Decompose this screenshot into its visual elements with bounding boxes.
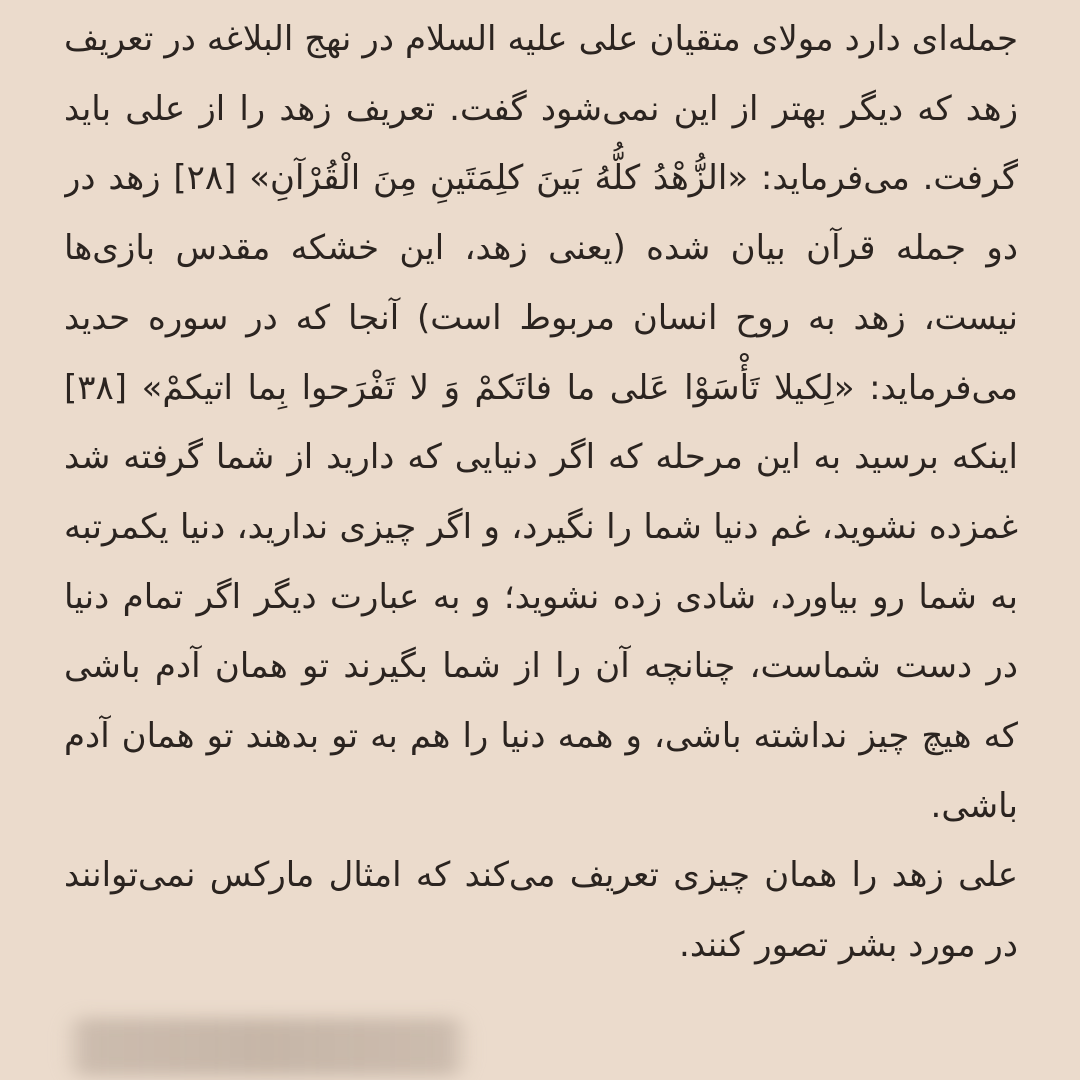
paragraph-text-part3: اینکه برسید به این مرحله که اگر دنیایی که دارید از شما گرفته شد غمزده نشوید، غم دنیا شما را نگیرد، و اگر چیزی ندارید، دنیا یکمرتبه به شما رو بیاورد، شادی زده نشوید؛ و به عبارت دیگر اگر تمام دنیا در دست شماست، چنانچه آن را از شما بگیرند تو همان آدم باشی که هیچ چیز نداشته باشی، و همه دنیا را هم به تو بدهند تو همان آدم باشی. (64, 437, 1018, 826)
paragraph-zuhd-definition (64, 0, 1018, 841)
footnote-ref-38[interactable]: [۳۸] (64, 367, 128, 408)
paragraph-marx-comparison: علی زهد را همان چیزی تعریف می‌کند که امثال مارکس نمی‌توانند در مورد بشر تصور کنند. (64, 855, 1018, 966)
paragraph-text-part1: جمله‌ای دارد مولای متقیان علی علیه السلام در نهج البلاغه در تعریف زهد که دیگر بهتر از این نمی‌شود گفت. تعریف زهد را از علی باید گرفت. می‌فرماید: «الزُّهْدُ کلُّهُ بَینَ کلِمَتَینِ مِنَ الْقُرْآنِ» (64, 19, 1018, 199)
paragraph-text-part2: زهد در دو جمله قرآن بیان شده (یعنی زهد، این خشکه مقدس بازی‌ها نیست، زهد به روح انسان مربوط است) آنجا که در سوره حدید می‌فرماید: «لِکیلا تَأْسَوْا عَلی ما فاتَکمْ وَ لا تَفْرَحوا بِما اتیکمْ» (64, 158, 1018, 408)
reading-pane (64, 0, 1018, 1080)
footnote-ref-28[interactable]: [۲۸] (173, 158, 237, 199)
blurred-watermark-overlay (62, 1018, 472, 1076)
